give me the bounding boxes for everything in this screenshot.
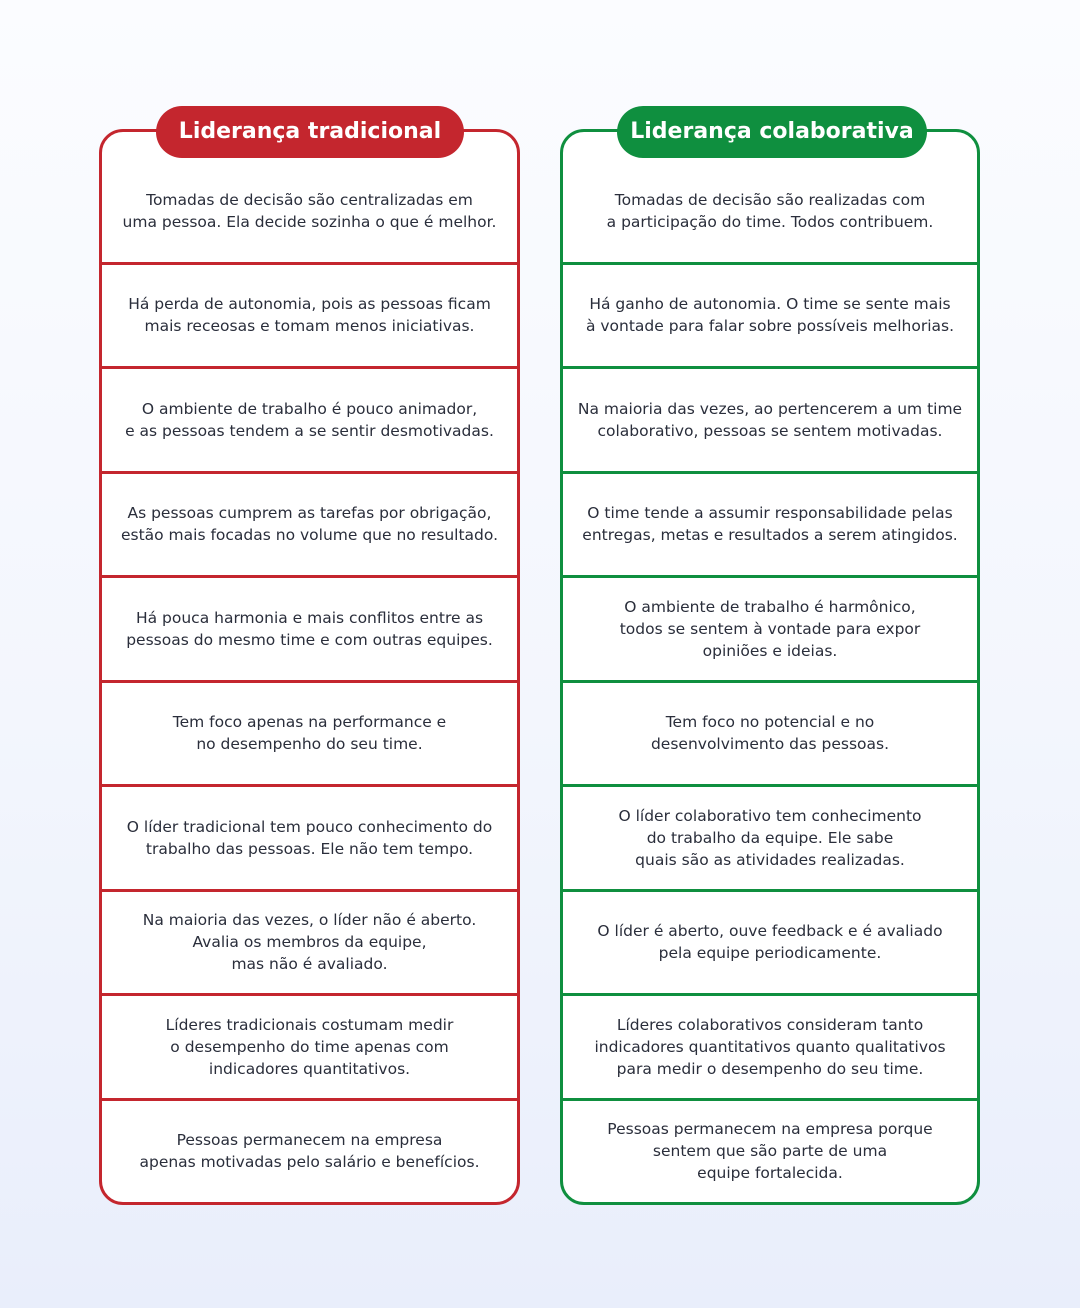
collaborative-row [563,474,977,579]
traditional-row-text: O líder tradicional tem pouco conhecimento do trabalho das pessoas. Ele não tem tempo. [126,817,493,858]
traditional-row [102,369,517,474]
traditional-row-text: Há perda de autonomia, pois as pessoas ficam mais receosas e tomam menos iniciativas. [128,295,491,336]
traditional-row [102,1101,517,1203]
traditional-row-text: Tomadas de decisão são centralizadas em uma pessoa. Ela decide sozinha o que é melhor. [122,190,497,231]
collaborative-leadership-list [563,132,977,1202]
collaborative-row-text: O time tende a assumir responsabilidade pelas entregas, metas e resultados a serem atingidos. [582,504,958,545]
collaborative-leadership-column [560,119,980,1205]
collaborative-row [563,578,977,683]
collaborative-row [563,996,977,1101]
collaborative-row [563,265,977,370]
collaborative-row-text: Pessoas permanecem na empresa porque sentem que são parte de uma equipe fortalecida. [607,1120,933,1183]
traditional-row [102,787,517,892]
traditional-row-text: As pessoas cumprem as tarefas por obrigação, estão mais focadas no volume que no resultado. [120,504,499,545]
traditional-row-text: Líderes tradicionais costumam medir o desempenho do time apenas com indicadores quantitativos. [165,1015,454,1078]
collaborative-row-text: Tomadas de decisão são realizadas com a participação do time. Todos contribuem. [606,190,934,231]
traditional-row [102,474,517,579]
collaborative-row-text: Na maioria das vezes, ao pertencerem a um time colaborativo, pessoas se sentem motivadas. [577,399,963,440]
collaborative-row-text: Tem foco no potencial e no desenvolvimento das pessoas. [650,713,890,754]
collaborative-row [563,683,977,788]
traditional-leadership-title: Liderança tradicional [156,106,464,158]
collaborative-row [563,892,977,997]
traditional-row [102,683,517,788]
collaborative-row-text: O líder colaborativo tem conhecimento do trabalho da equipe. Ele sabe quais são as atividades realizadas. [618,806,922,869]
traditional-leadership-list [102,132,517,1202]
collaborative-row [563,1101,977,1203]
collaborative-row [563,369,977,474]
collaborative-row-text: O ambiente de trabalho é harmônico, todos se sentem à vontade para expor opiniões e ideias. [619,597,921,660]
traditional-row-text: Pessoas permanecem na empresa apenas motivadas pelo salário e benefícios. [139,1131,480,1172]
traditional-row [102,578,517,683]
traditional-row-text: Na maioria das vezes, o líder não é aberto. Avalia os membros da equipe, mas não é avaliado. [142,911,477,974]
traditional-row [102,265,517,370]
collaborative-row [563,787,977,892]
traditional-leadership-column [99,119,520,1205]
collaborative-row-text: Líderes colaborativos consideram tanto indicadores quantitativos quanto qualitativos para medir o desempenho do seu time. [594,1015,946,1078]
traditional-row-text: O ambiente de trabalho é pouco animador, e as pessoas tendem a se sentir desmotivadas. [125,399,494,440]
traditional-row-text: Tem foco apenas na performance e no desempenho do seu time. [172,713,447,754]
collaborative-row-text: Há ganho de autonomia. O time se sente mais à vontade para falar sobre possíveis melhorias. [585,295,955,336]
collaborative-row-text: O líder é aberto, ouve feedback e é avaliado pela equipe periodicamente. [597,922,943,963]
traditional-row [102,996,517,1101]
collaborative-leadership-title: Liderança colaborativa [617,106,927,158]
traditional-row-text: Há pouca harmonia e mais conflitos entre as pessoas do mesmo time e com outras equipes. [126,608,493,649]
traditional-row [102,892,517,997]
